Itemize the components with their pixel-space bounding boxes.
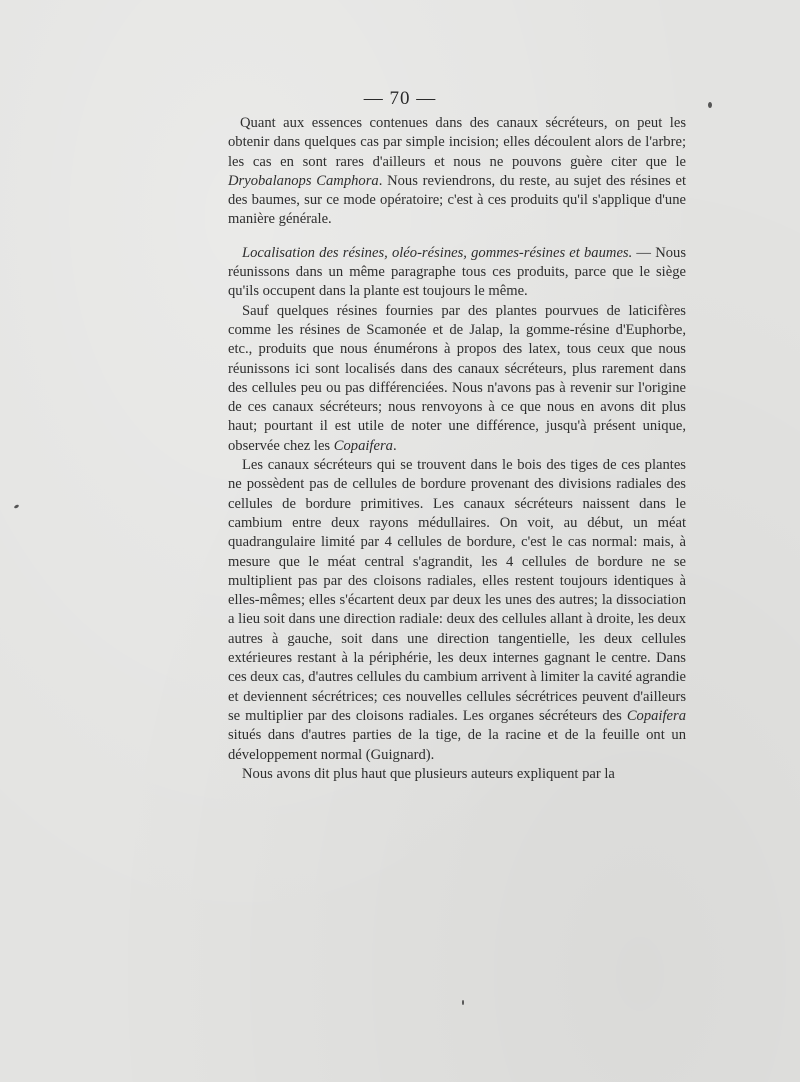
section-heading-paragraph xyxy=(228,244,686,302)
text-run: Sauf quelques résines fournies par des plantes pourvues de laticifères comme les résines de Scamonée et de Jalap, la gomme-résine d'Euphorbe, etc., produits que nous énumérons à propos des latex, tous ceux que nous réunissons ici sont localisés dans des canaux sécréteurs, plus rarement dans des cellules peu ou pas différenciées. Nous n'avons pas à revenir sur l'origine de ces canaux sécréteurs; nous renvoyons à ce que nous en avons dit plus haut; pourtant il est utile de noter une différence, jusqu'à présent unique, observée chez les xyxy=(228,302,686,454)
text-run: Quant aux essences contenues dans des canaux sécréteurs, on peut les obtenir dans quelques cas par simple incision; elles découlent alors de l'arbre; les cas en sont rares d'ailleurs et nous ne pouvons guère citer que le xyxy=(228,115,686,170)
paragraph-4 xyxy=(228,456,686,765)
italic-text-run: Localisation des résines, oléo-résines, gommes-résines et baumes. xyxy=(242,244,633,261)
text-run: situés dans d'autres parties de la tige, de la racine et de la feuille ont un développement normal (Guignard). xyxy=(228,727,686,763)
text-run: Les canaux sécréteurs qui se trouvent dans le bois des tiges de ces plantes ne possèdent pas de cellules de bordure provenant des divisions radiales des cellules de bordure primitives. Les canaux sécréteurs naissent dans le cambium entre deux rayons médullaires. On voit, au début, un méat quadrangulaire limité par 4 cellules de bordure, c'est le cas normal: mais, à mesure que le méat central s'agrandit, les 4 cellules de bordure ne se multiplient pas par des cloisons radiales, elles restent toujours identiques à elles-mêmes; elles s'écartent deux par deux les unes des autres; la dissociation a lieu soit dans une direction radiale: deux des cellules allant à droite, les deux autres à gauche, soit dans une direction tangentielle, les deux cellules extérieures restant à la périphérie, les deux internes gagnant le centre. Dans ces deux cas, d'autres cellules du cambium arrivent à limiter la cavité agrandie et deviennent sécrétrices; ces nouvelles cellules sécrétrices peuvent d'ailleurs se multiplier par des cloisons radiales. Les organes sécréteurs des xyxy=(228,457,686,724)
italic-text-run: Copaifera xyxy=(333,437,393,454)
text-run: . xyxy=(392,437,397,454)
body-text xyxy=(228,114,686,784)
paragraph-1 xyxy=(228,114,686,230)
text-run: — Nous réunissons dans un même paragraphe tous ces produits, parce que le siège qu'ils occupent dans la plante est toujours le même. xyxy=(228,244,687,300)
text-run: . Nous reviendrons, du reste, au sujet des résines et des baumes, sur ce mode opératoire; c'est à ces produits qu'il s'applique d'une manière générale. xyxy=(228,172,686,228)
section-gap xyxy=(228,230,686,244)
italic-text-run: Dryobalanops Camphora xyxy=(228,172,379,189)
paragraph-3 xyxy=(228,302,686,456)
italic-text-run: Copaifera xyxy=(626,707,686,724)
page-number: — 70 — xyxy=(363,88,437,109)
scan-speck xyxy=(462,1000,464,1005)
paragraph-5 xyxy=(228,765,686,784)
text-run: Nous avons dit plus haut que plusieurs auteurs expliquent par la xyxy=(242,765,615,782)
scan-speck xyxy=(14,504,20,509)
